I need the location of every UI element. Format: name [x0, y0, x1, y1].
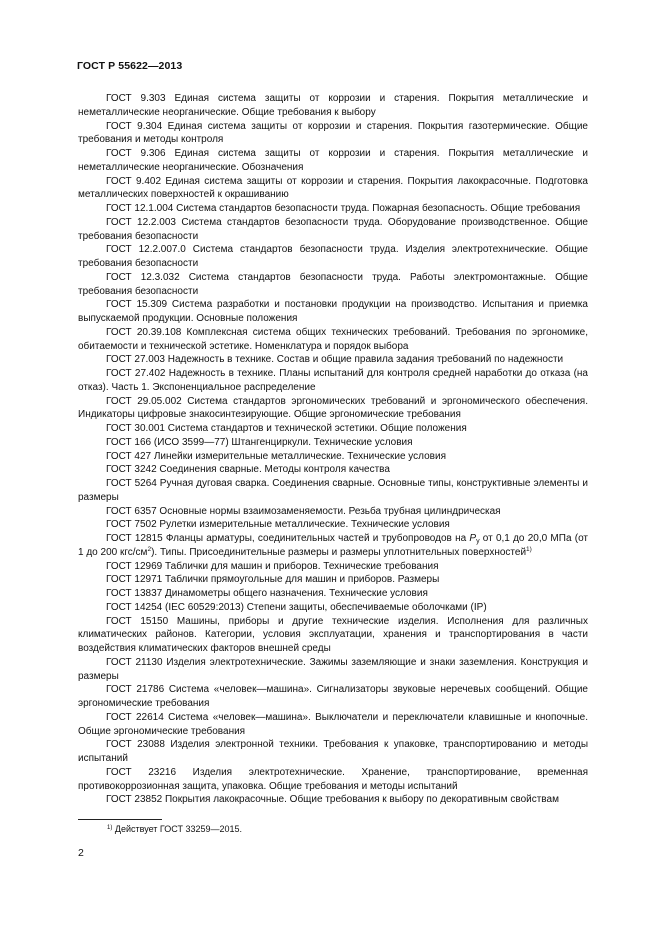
page-number: 2: [78, 847, 84, 859]
reference-item: ГОСТ 22614 Система «человек—машина». Выключатели и переключатели клавишные и кнопочные. Общие эргономические требования: [78, 711, 588, 737]
reference-item: ГОСТ 12971 Таблички прямоугольные для машин и приборов. Размеры: [106, 574, 440, 586]
reference-item: ГОСТ 12969 Таблички для машин и приборов. Технические требования: [106, 560, 439, 572]
reference-item: ГОСТ 9.402 Единая система защиты от коррозии и старения. Покрытия лакокрасочные. Подготовка металлических поверхностей к окрашиванию: [78, 175, 588, 201]
reference-item: ГОСТ 9.303 Единая система защиты от коррозии и старения. Покрытия металлические и неметаллические неорганические. Общие требования к выбору: [78, 93, 588, 118]
flange-text-3: ). Типы. Присоединительные размеры и размеры уплотнительных поверхностей: [151, 546, 527, 558]
reference-item: ГОСТ 5264 Ручная дуговая сварка. Соединения сварные. Основные типы, конструктивные элементы и размеры: [78, 478, 588, 503]
reference-item: ГОСТ 427 Линейки измерительные металлические. Технические условия: [106, 450, 446, 462]
unit-superscript: 2: [147, 545, 152, 553]
reference-item: ГОСТ 27.402 Надежность в технике. Планы испытаний для контроля средней наработки до отказа (на отказ). Часть 1. Экспоненциальное распределение: [78, 368, 588, 393]
reference-item: ГОСТ 15150 Машины, приборы и другие технические изделия. Исполнения для различных климатических районов. Категории, условия эксплуатации, хранения и транспортирования в части воздействия климатических факторов внешней среды: [78, 615, 588, 654]
reference-item: ГОСТ 9.306 Единая система защиты от коррозии и старения. Покрытия металлические и неметаллические неорганические. Обозначения: [78, 148, 588, 173]
reference-item: ГОСТ 12.2.007.0 Система стандартов безопасности труда. Изделия электротехнические. Общие требования безопасности: [78, 244, 588, 269]
reference-item: ГОСТ 12.1.004 Система стандартов безопасности труда. Пожарная безопасность. Общие требования: [106, 203, 581, 214]
reference-item-flanges: [78, 532, 588, 560]
flange-text-1: ГОСТ 12815 Фланцы арматуры, соединительных частей и трубопроводов на: [106, 533, 470, 544]
pressure-symbol: P: [469, 533, 477, 544]
reference-item: ГОСТ 21786 Система «человек—машина». Сигнализаторы звуковые неречевых сообщений. Общие эргономические требования: [78, 684, 588, 709]
pressure-subscript: y: [476, 538, 480, 545]
reference-item: ГОСТ 3242 Соединения сварные. Методы контроля качества: [106, 464, 390, 476]
reference-item: ГОСТ 12.3.032 Система стандартов безопасности труда. Работы электромонтажные. Общие требования безопасности: [78, 271, 588, 297]
footnote-divider: [78, 819, 162, 820]
footnote-mark: 1): [107, 825, 113, 831]
footnote: [107, 824, 242, 834]
footnote-text: Действует ГОСТ 33259—2015.: [114, 824, 243, 834]
reference-item: ГОСТ 21130 Изделия электротехнические. Зажимы заземляющие и знаки заземления. Конструкция и размеры: [78, 656, 588, 682]
reference-item: ГОСТ 20.39.108 Комплексная система общих технических требований. Требования по эргономике, обитаемости и технической эстетике. Номенклатура и порядок выбора: [78, 326, 588, 352]
reference-item: ГОСТ 27.003 Надежность в технике. Состав и общие правила задания требований по надежности: [106, 354, 564, 366]
reference-item: ГОСТ 29.05.002 Система стандартов эргономических требований и эргономического обеспечения. Индикаторы цифровые знакосинтезирующие. Общие эргономические требования: [78, 395, 588, 421]
reference-item: ГОСТ 166 (ИСО 3599—77) Штангенциркули. Технические условия: [106, 436, 413, 448]
reference-item: ГОСТ 23216 Изделия электротехнические. Хранение, транспортирование, временная противокоррозионная защита, упаковка. Общие требования и методы испытаний: [78, 766, 588, 792]
reference-item: ГОСТ 9.304 Единая система защиты от коррозии и старения. Покрытия газотермические. Общие требования и методы контроля: [78, 120, 588, 146]
reference-item: ГОСТ 23088 Изделия электронной техники. Требования к упаковке, транспортированию и методы испытаний: [78, 739, 588, 764]
footnote-reference-mark: 1): [526, 545, 532, 553]
reference-item: ГОСТ 30.001 Система стандартов и технической эстетики. Общие положения: [106, 423, 467, 434]
reference-item: ГОСТ 7502 Рулетки измерительные металлические. Технические условия: [106, 519, 450, 531]
reference-item: ГОСТ 6357 Основные нормы взаимозаменяемости. Резьба трубная цилиндрическая: [106, 505, 501, 517]
reference-item: ГОСТ 13837 Динамометры общего назначения. Технические условия: [106, 588, 428, 599]
reference-item: ГОСТ 12.2.003 Система стандартов безопасности труда. Оборудование производственное. Общие требования безопасности: [78, 216, 588, 242]
page-header-title: ГОСТ Р 55622—2013: [77, 60, 183, 72]
reference-item: ГОСТ 15.309 Система разработки и постановки продукции на производство. Испытания и приемка выпускаемой продукции. Основные положения: [78, 299, 588, 324]
reference-item: ГОСТ 14254 (IEC 60529:2013) Степени защиты, обеспечиваемые оболочками (IP): [106, 601, 487, 613]
references-list: [78, 92, 588, 807]
reference-item: ГОСТ 23852 Покрытия лакокрасочные. Общие требования к выбору по декоративным свойствам: [106, 794, 559, 806]
flange-text-2: от 0,1 до 20,0 МПа (от 1 до 200 кгс/см: [78, 533, 588, 558]
